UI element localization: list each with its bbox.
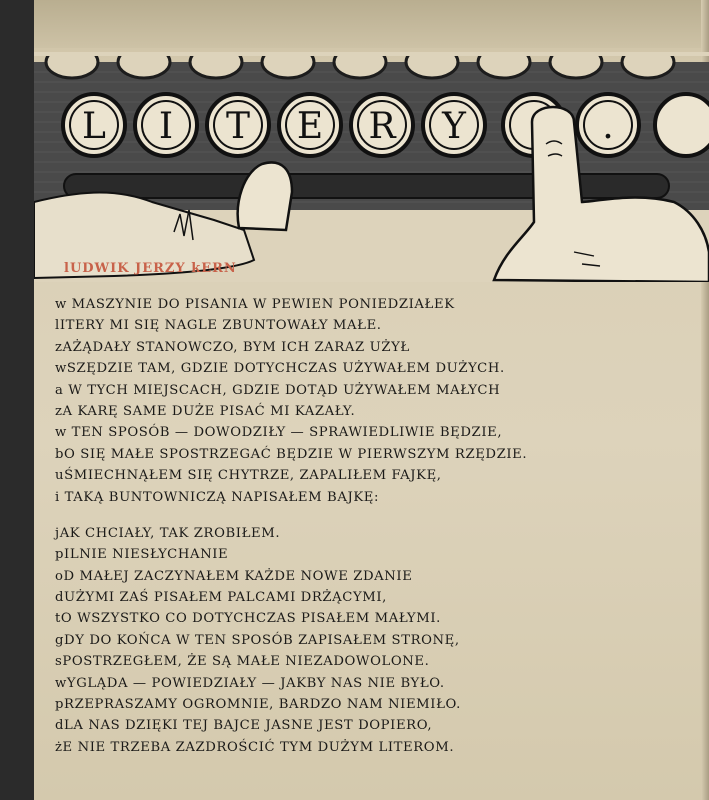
poem-line: w TEN SPOSÓB — DOWODZIŁY — SPRAWIEDLIWIE BĘDZIE, xyxy=(55,425,503,441)
typewriter-illustration xyxy=(34,52,709,282)
title-key-t xyxy=(207,94,269,156)
poem-line: dUŻYMI ZAŚ PISAŁEM PALCAMI DRŻĄCYMI, xyxy=(55,590,387,606)
svg-text:E: E xyxy=(296,106,324,147)
svg-text:R: R xyxy=(368,106,396,147)
title-key-r xyxy=(351,94,413,156)
poem-line: wYGLĄDA — POWIEDZIAŁY — JAKBY NAS NIE BYŁO. xyxy=(55,675,445,691)
svg-text:Y: Y xyxy=(442,106,466,147)
poem-line: pILNIE NIESŁYCHANIE xyxy=(55,547,229,563)
svg-text:.: . xyxy=(602,106,614,147)
title-keys xyxy=(63,94,709,156)
title-key-i xyxy=(135,94,197,156)
poem-line: jAK CHCIAŁY, TAK ZROBIŁEM. xyxy=(55,525,281,541)
stanza-gap xyxy=(55,508,695,523)
poem-line: lITERY MI SIĘ NAGLE ZBUNTOWAŁY MAŁE. xyxy=(55,318,382,334)
title-key-e xyxy=(279,94,341,156)
stanza-1 xyxy=(55,294,695,508)
poem-line: gDY DO KOŃCA W TEN SPOSÓB ZAPISAŁEM STRONĘ, xyxy=(55,632,460,648)
poem-body xyxy=(55,294,695,758)
poem-line: tO WSZYSTKO CO DOTYCHCZAS PISAŁEM MAŁYMI. xyxy=(55,611,441,627)
svg-text:L: L xyxy=(82,106,106,147)
title-key-period xyxy=(577,94,639,156)
title-key-partial xyxy=(655,94,709,156)
poem-line: uŚMIECHNĄŁEM SIĘ CHYTRZE, ZAPALIŁEM FAJKĘ, xyxy=(55,468,442,484)
author-name: lUDWIK JERZY kERN xyxy=(64,261,237,276)
poem-line: oD MAŁEJ ZACZYNAŁEM KAŻDE NOWE ZDANIE xyxy=(55,568,413,584)
title-key-l xyxy=(63,94,125,156)
svg-text:I: I xyxy=(158,106,174,147)
top-paper-strip xyxy=(34,52,709,56)
stanza-2 xyxy=(55,523,695,758)
title-key-y xyxy=(423,94,485,156)
poem-line: dLA NAS DZIĘKI TEJ BAJCE JASNE JEST DOPIERO, xyxy=(55,718,433,734)
poem-line: wSZĘDZIE TAM, GDZIE DOTYCHCZAS UŻYWAŁEM DUŻYCH. xyxy=(55,361,505,377)
poem-line: a W TYCH MIEJSCACH, GDZIE DOTĄD UŻYWAŁEM MAŁYCH xyxy=(55,382,501,398)
poem-line: sPOSTRZEGŁEM, ŻE SĄ MAŁE NIEZADOWOLONE. xyxy=(55,654,430,670)
poem-line: żE NIE TRZEBA ZAZDROŚCIĆ TYM DUŻYM LITEROM. xyxy=(55,739,455,755)
left-dark-border xyxy=(0,0,34,800)
poem-line: i TAKĄ BUNTOWNICZĄ NAPISAŁEM BAJKĘ: xyxy=(55,489,380,505)
poem-line: pRZEPRASZAMY OGROMNIE, BARDZO NAM NIEMIŁO. xyxy=(55,697,461,713)
svg-text:T: T xyxy=(225,106,251,147)
poem-line: zAŻĄDAŁY STANOWCZO, BYM ICH ZARAZ UŻYŁ xyxy=(55,339,410,355)
poem-line: w MASZYNIE DO PISANIA W PEWIEN PONIEDZIAŁEK xyxy=(55,297,455,312)
poem-line: zA KARĘ SAME DUŻE PISAĆ MI KAZAŁY. xyxy=(55,403,356,419)
poem-line: bO SIĘ MAŁE SPOSTRZEGAĆ BĘDZIE W PIERWSZYM RZĘDZIE. xyxy=(55,446,528,462)
page-top-shadow xyxy=(34,0,709,48)
